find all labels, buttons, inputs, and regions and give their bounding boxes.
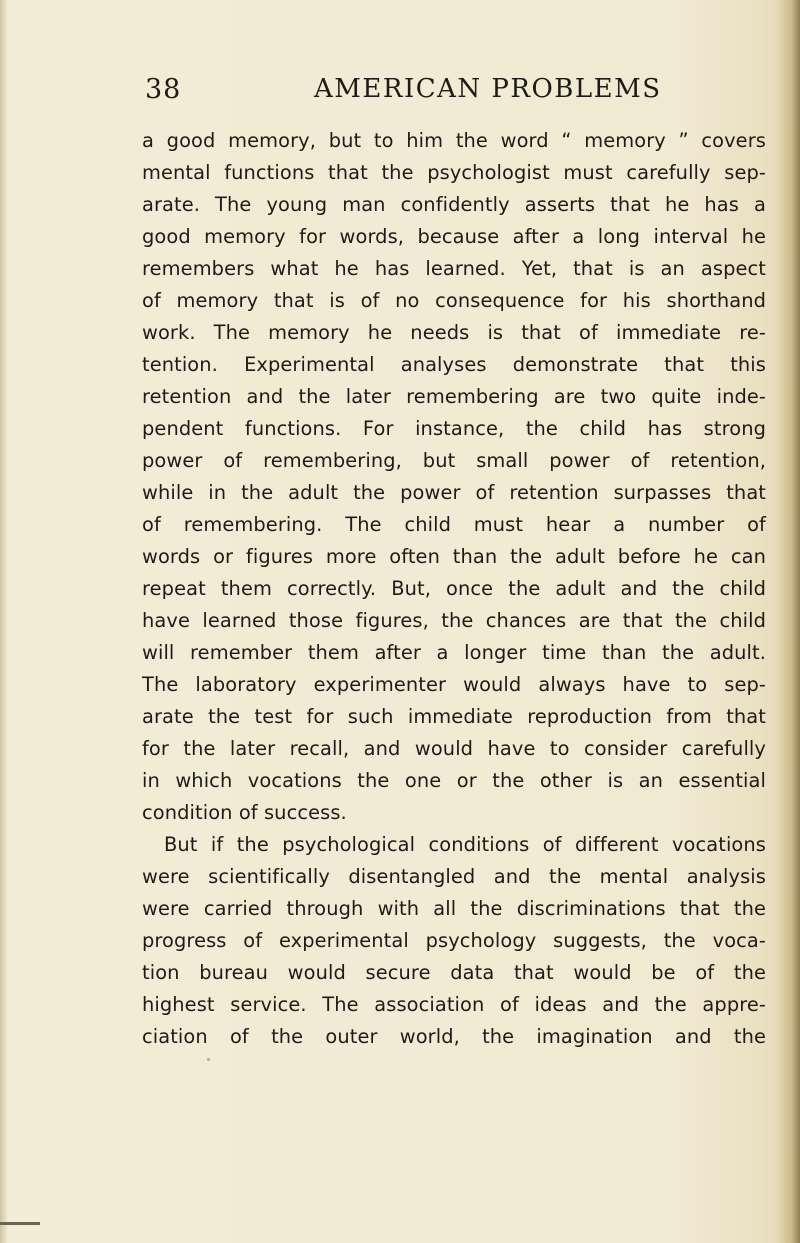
running-title: AMERICAN PROBLEMS bbox=[314, 74, 662, 104]
page-number: 38 bbox=[145, 74, 182, 105]
text-line: highest service. The association of ideas and the appre- bbox=[142, 993, 766, 1016]
text-line: were scientifically disentangled and the mental analysis bbox=[142, 865, 766, 888]
text-line: a good memory, but to him the word “ memory ” covers bbox=[142, 129, 766, 152]
text-line: will remember them after a longer time than the adult. bbox=[142, 641, 766, 664]
text-line: work. The memory he needs is that of immediate re- bbox=[142, 321, 766, 344]
paragraph-start-line: But if the psychological conditions of different vocations bbox=[164, 833, 766, 856]
text-line: words or figures more often than the adult before he can bbox=[142, 545, 766, 568]
text-line: progress of experimental psychology suggests, the voca- bbox=[142, 929, 766, 952]
text-line: mental functions that the psychologist must carefully sep- bbox=[142, 161, 766, 184]
text-line: good memory for words, because after a long interval he bbox=[142, 225, 766, 248]
text-line: arate. The young man confidently asserts that he has a bbox=[142, 193, 766, 216]
text-line: ciation of the outer world, the imagination and the bbox=[142, 1025, 766, 1048]
text-line: remembers what he has learned. Yet, that is an aspect bbox=[142, 257, 766, 280]
scan-edge-mark bbox=[0, 1222, 40, 1225]
running-header bbox=[145, 74, 662, 114]
text-line: repeat them correctly. But, once the adult and the child bbox=[142, 577, 766, 600]
text-line: power of remembering, but small power of retention, bbox=[142, 449, 766, 472]
paragraph-end-line: condition of success. bbox=[142, 801, 347, 824]
text-line: for the later recall, and would have to consider carefully bbox=[142, 737, 766, 760]
text-line: in which vocations the one or the other is an essential bbox=[142, 769, 766, 792]
text-line: while in the adult the power of retention surpasses that bbox=[142, 481, 766, 504]
text-line: were carried through with all the discriminations that the bbox=[142, 897, 766, 920]
page-left-edge-shadow bbox=[0, 0, 8, 1243]
text-line: tion bureau would secure data that would be of the bbox=[142, 961, 766, 984]
body-text bbox=[142, 125, 766, 1053]
text-line: retention and the later remembering are two quite inde- bbox=[142, 385, 766, 408]
page-right-edge-shadow bbox=[778, 0, 800, 1243]
text-line: of memory that is of no consequence for his shorthand bbox=[142, 289, 766, 312]
text-line: of remembering. The child must hear a number of bbox=[142, 513, 766, 536]
text-line: tention. Experimental analyses demonstrate that this bbox=[142, 353, 766, 376]
text-line: pendent functions. For instance, the child has strong bbox=[142, 417, 766, 440]
text-line: arate the test for such immediate reproduction from that bbox=[142, 705, 766, 728]
paper-speck bbox=[207, 1058, 210, 1061]
text-line: have learned those figures, the chances are that the child bbox=[142, 609, 766, 632]
text-line: The laboratory experimenter would always have to sep- bbox=[142, 673, 766, 696]
